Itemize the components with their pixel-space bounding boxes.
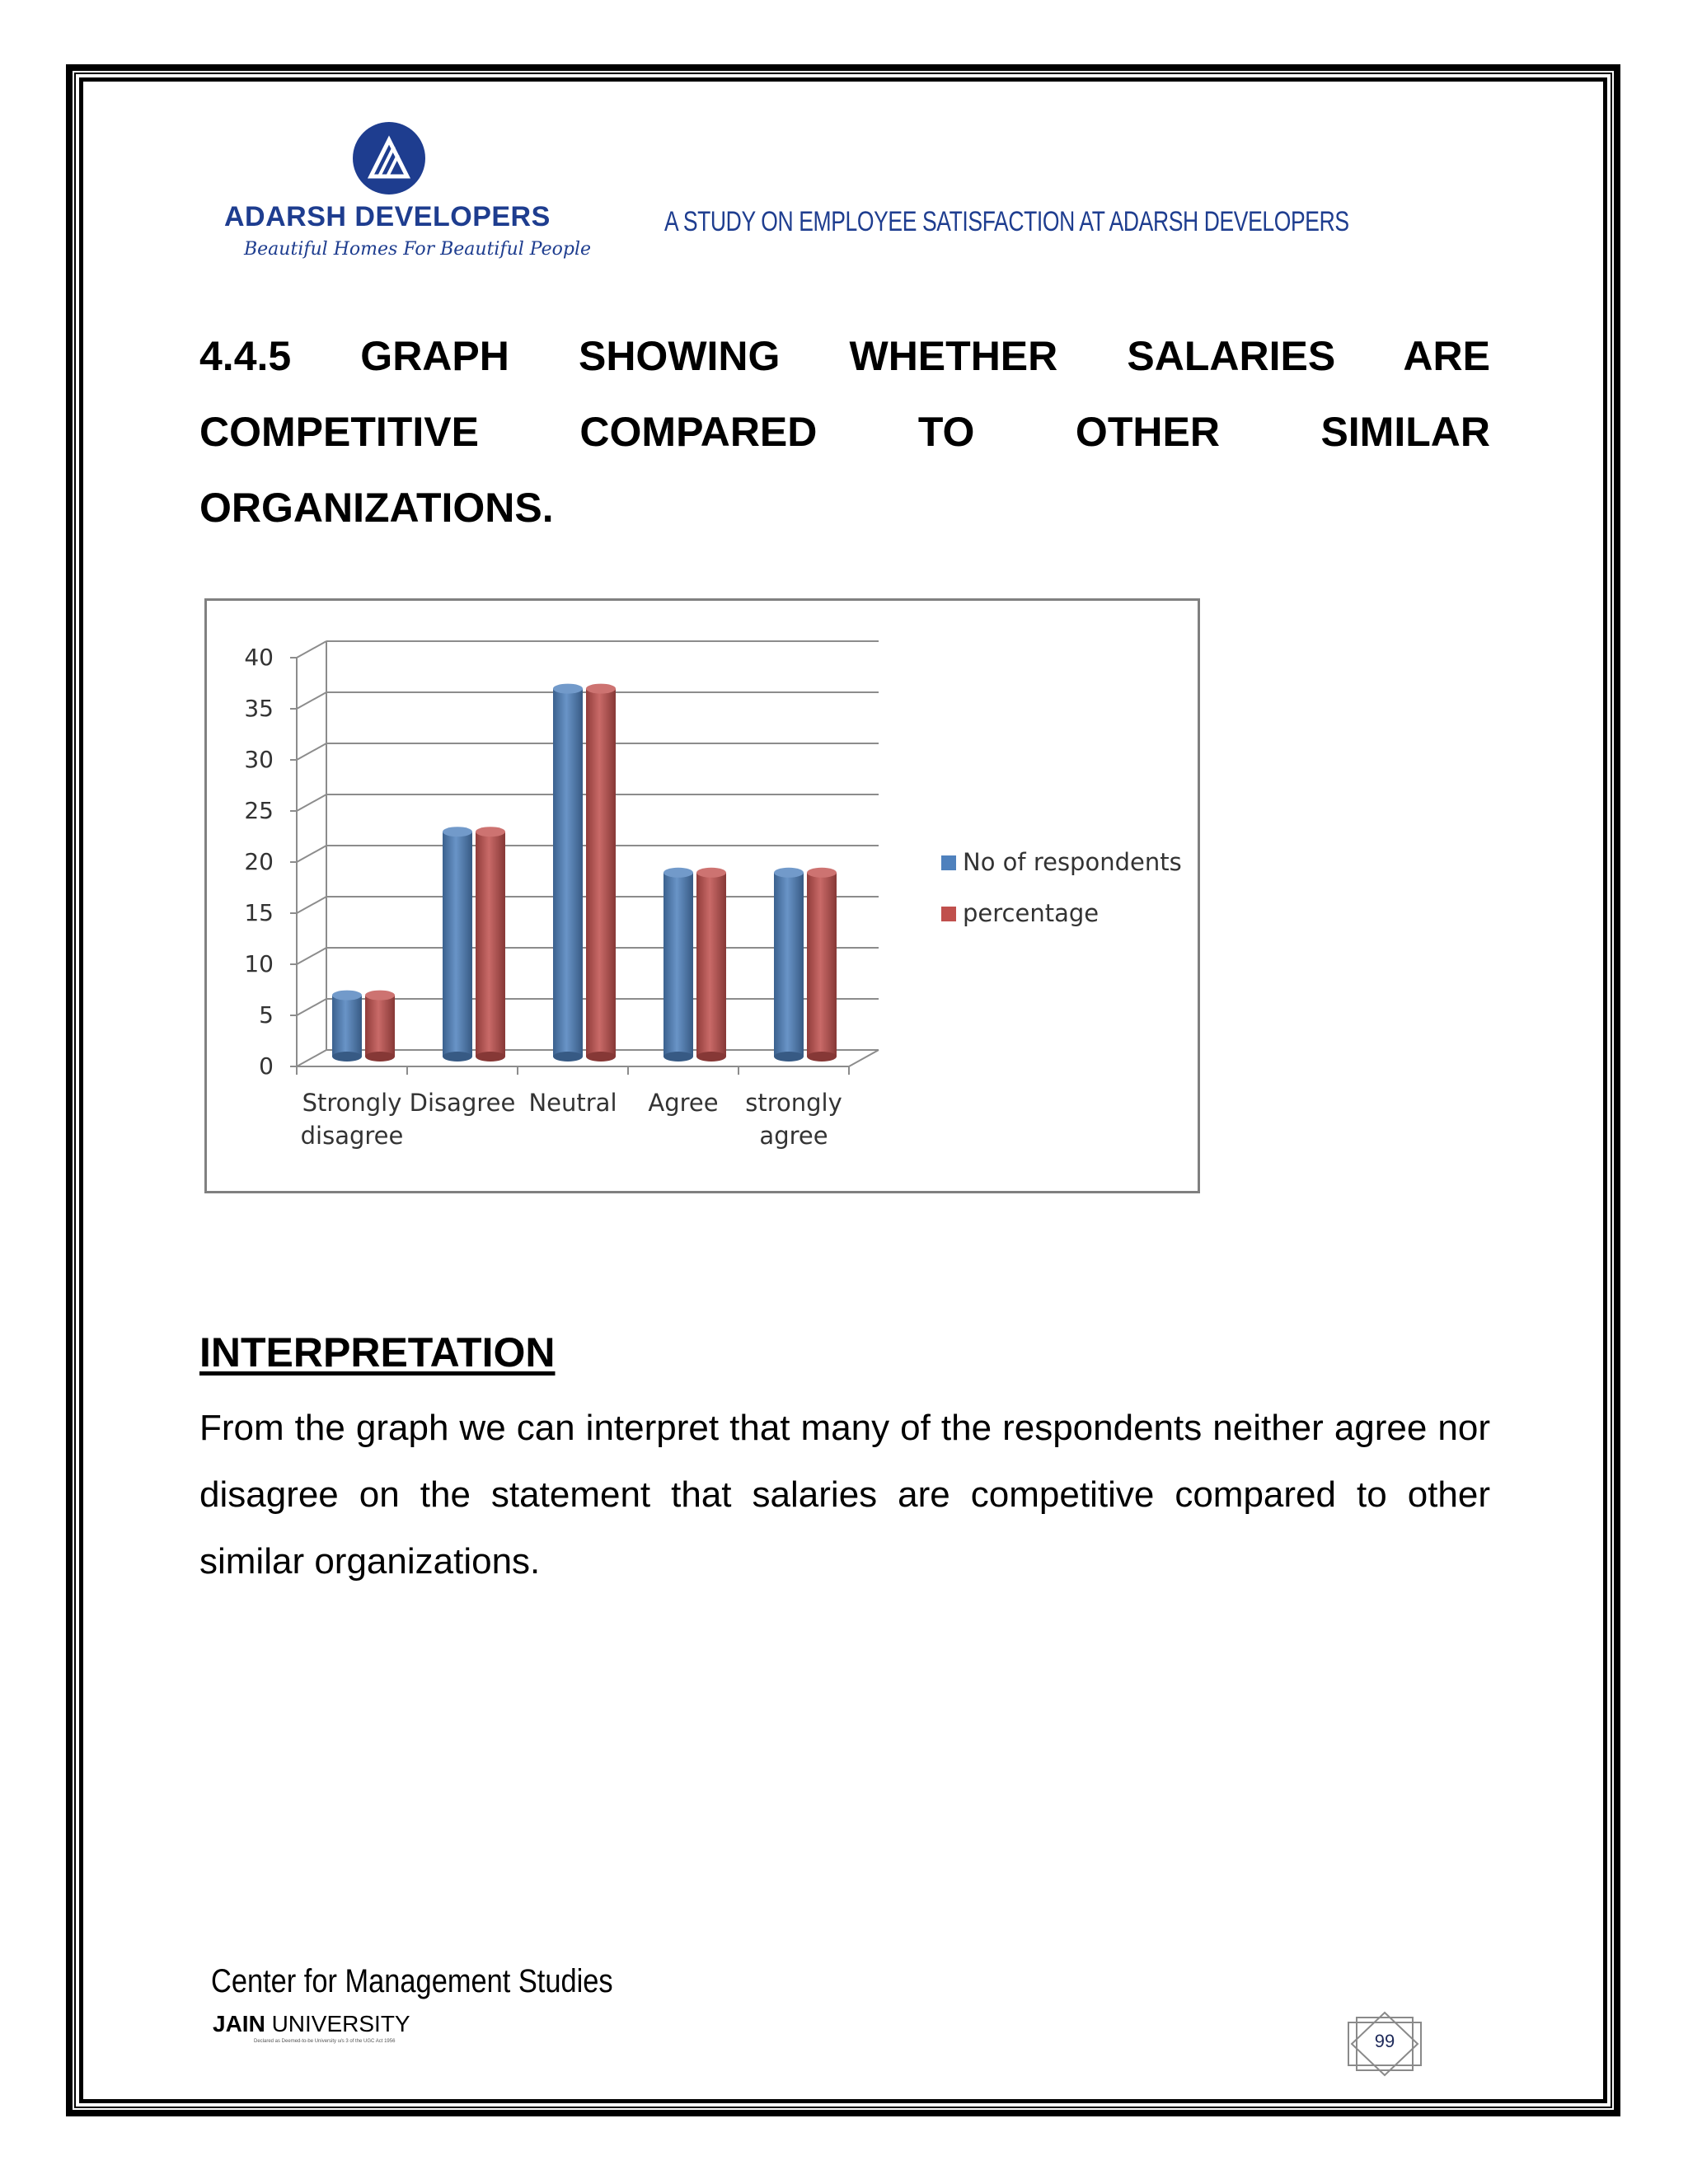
bar-cap	[332, 991, 362, 1001]
interpretation-title: INTERPRETATION	[199, 1329, 556, 1376]
y-tick-label: 30	[244, 746, 274, 773]
bar-base	[332, 1052, 362, 1062]
company-logo-icon	[353, 122, 425, 194]
bar-no-of-respondents	[443, 832, 472, 1057]
y-tick-label: 15	[244, 899, 274, 926]
bar-cap	[807, 868, 837, 878]
footer-fine-print: Declared as Deemed-to-be University u/s 3 of the UGC Act 1956	[254, 2039, 396, 2044]
bar-no-of-respondents	[774, 873, 804, 1057]
company-name: ADARSH DEVELOPERS	[224, 201, 551, 232]
bar-cap	[476, 827, 505, 837]
bar-cap	[443, 827, 472, 837]
y-tick-label: 35	[244, 695, 274, 722]
bar-cap	[365, 991, 395, 1001]
gridline-diagonal	[297, 794, 326, 811]
bar-base	[365, 1052, 395, 1062]
legend-label: percentage	[963, 899, 1100, 927]
bar-base	[476, 1052, 505, 1062]
bar-base	[807, 1052, 837, 1062]
legend-swatch	[941, 855, 956, 870]
x-category-label: Agree	[648, 1089, 719, 1117]
x-category-label: disagree	[300, 1122, 404, 1150]
bar-percentage	[586, 689, 616, 1057]
bar-base	[696, 1052, 726, 1062]
gridline-diagonal	[297, 743, 326, 760]
bar-cap	[663, 868, 693, 878]
gridline-diagonal	[297, 948, 326, 964]
bar-cap	[774, 868, 804, 878]
floor-edge	[849, 1050, 879, 1066]
bar-no-of-respondents	[553, 689, 583, 1057]
y-tick-label: 5	[259, 1001, 274, 1029]
gridline-diagonal	[297, 846, 326, 862]
bar-percentage	[476, 832, 505, 1057]
y-tick-label: 0	[259, 1052, 274, 1080]
bar-chart	[204, 598, 1200, 1193]
y-tick-label: 25	[244, 797, 274, 824]
legend-swatch	[941, 907, 956, 921]
bar-cap	[553, 684, 583, 694]
footer-university-rest: UNIVERSITY	[265, 2011, 410, 2036]
bar-base	[443, 1052, 472, 1062]
y-tick-label: 20	[244, 848, 274, 875]
company-tagline: Beautiful Homes For Beautiful People	[244, 239, 592, 260]
x-category-label: strongly	[745, 1089, 842, 1117]
y-tick-label: 10	[244, 950, 274, 977]
x-category-label: Neutral	[528, 1089, 617, 1117]
footer-university-bold: JAIN	[213, 2011, 265, 2036]
bar-base	[586, 1052, 616, 1062]
y-tick-label: 40	[244, 644, 274, 671]
interpretation-text: From the graph we can interpret that many of the respondents neither agree nor disagree on the statement that salaries are competitive compared to other similar organizations.	[199, 1408, 1490, 1582]
bar-base	[663, 1052, 693, 1062]
gridline-diagonal	[297, 641, 326, 658]
document-running-title: A STUDY ON EMPLOYEE SATISFACTION AT ADARSH DEVELOPERS	[664, 206, 1349, 237]
bar-cap	[696, 868, 726, 878]
bar-percentage	[696, 873, 726, 1057]
page-number: 99	[1374, 2031, 1395, 2051]
x-category-label: agree	[759, 1122, 828, 1150]
gridline-diagonal	[297, 1050, 326, 1066]
gridline-diagonal	[297, 692, 326, 709]
legend-label: No of respondents	[963, 848, 1182, 876]
bar-base	[553, 1052, 583, 1062]
gridline-diagonal	[297, 999, 326, 1015]
bar-cap	[586, 684, 616, 694]
x-category-label: Strongly	[302, 1089, 402, 1117]
bar-no-of-respondents	[663, 873, 693, 1057]
bar-percentage	[365, 996, 395, 1057]
bar-no-of-respondents	[332, 996, 362, 1057]
section-heading: 4.4.5 GRAPH SHOWING WHETHER SALARIES ARE COMPETITIVE COMPARED TO OTHER SIMILAR ORGANIZATIONS.	[199, 333, 1490, 531]
footer-center-name: Center for Management Studies	[211, 1963, 613, 1999]
footer-university	[213, 2011, 410, 2037]
gridline-diagonal	[297, 897, 326, 913]
x-category-label: Disagree	[409, 1089, 516, 1117]
bar-base	[774, 1052, 804, 1062]
bar-percentage	[807, 873, 837, 1057]
